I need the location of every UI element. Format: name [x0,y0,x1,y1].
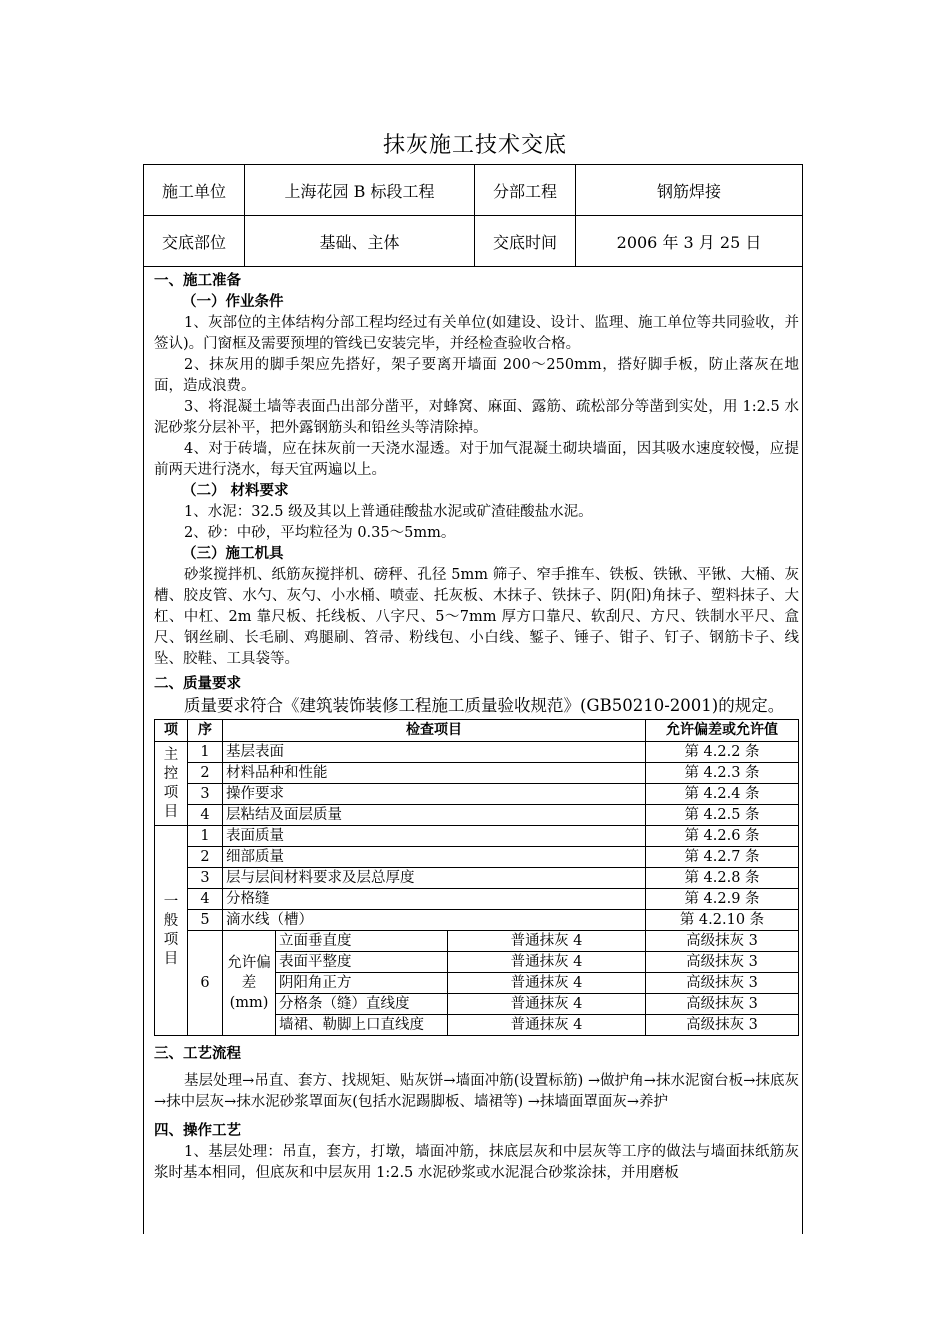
dev-item: 立面垂直度 [276,931,448,952]
row-item: 层与层间材料要求及层总厚度 [223,868,646,889]
row-item: 材料品种和性能 [223,763,646,784]
dev-high: 高级抹灰 3 [646,973,799,994]
section-2-heading: 二、质量要求 [154,676,241,692]
col-header: 项 [155,720,188,742]
col-header: 序 [188,720,223,742]
paragraph: 1、基层处理：吊直，套方，打墩，墙面冲筋，抹底层灰和中层灰等工序的做法与墙面抹纸筋灰浆时基本相同，但底灰和中层灰用 1:2.5 水泥砂浆或水泥混合砂浆涂抹，并用磨板 [154,1144,799,1181]
subproject-value: 钢筋焊接 [576,165,803,216]
header-table [143,164,803,267]
row-no: 4 [188,889,223,910]
dev-item: 墙裙、勒脚上口直线度 [276,1015,448,1036]
page-title: 抹灰施工技术交底 [382,133,567,158]
paragraph: 2、砂：中砂，平均粒径为 0.35～5mm。 [184,525,456,541]
tools-heading: （三）施工机具 [182,546,284,562]
row-no: 2 [188,847,223,868]
section-3-heading: 三、工艺流程 [154,1046,241,1062]
main-control-label: 主控项目 [155,742,188,826]
row-no: 1 [188,742,223,763]
row-item: 表面质量 [223,826,646,847]
unit-label: 施工单位 [144,165,245,216]
row-value: 第 4.2.7 条 [646,847,799,868]
part-value: 基础、主体 [245,216,475,267]
row-no: 3 [188,784,223,805]
dev-item: 阴阳角正方 [276,973,448,994]
row-value: 第 4.2.10 条 [646,910,799,931]
row-value: 第 4.2.2 条 [646,742,799,763]
row-value: 第 4.2.3 条 [646,763,799,784]
deviation-label: 允许偏差(mm) [223,931,276,1036]
dev-high: 高级抹灰 3 [646,931,799,952]
dev-normal: 普通抹灰 4 [448,994,646,1015]
row-item: 细部质量 [223,847,646,868]
row-item: 操作要求 [223,784,646,805]
row-no: 4 [188,805,223,826]
paragraph: 质量要求符合《建筑装饰装修工程施工质量验收规范》(GB50210-2001)的规定。 [184,696,785,715]
row-value: 第 4.2.8 条 [646,868,799,889]
row-no: 5 [188,910,223,931]
row-value: 第 4.2.6 条 [646,826,799,847]
dev-high: 高级抹灰 3 [646,994,799,1015]
row-no: 3 [188,868,223,889]
dev-normal: 普通抹灰 4 [448,973,646,994]
paragraph: 基层处理→吊直、套方、找规矩、贴灰饼→墙面冲筋(设置标筋) →做护角→抹水泥窗台板→抹底灰→抹中层灰→抹水泥砂浆罩面灰(包括水泥踢脚板、墙裙等) →抹墙面罩面灰→养护 [154,1073,799,1110]
time-label: 交底时间 [475,216,576,267]
dev-normal: 普通抹灰 4 [448,952,646,973]
paragraph: 2、抹灰用的脚手架应先搭好，架子要离开墙面 200～250mm，搭好脚手板，防止落灰在地面，造成浪费。 [154,357,799,394]
row-value: 第 4.2.4 条 [646,784,799,805]
paragraph: 砂浆搅拌机、纸筋灰搅拌机、磅秤、孔径 5mm 筛子、窄手推车、铁板、铁锹、平锹、大桶、灰槽、胶皮管、水勺、灰勺、小水桶、喷壶、托灰板、木抹子、铁抹子、阴(阳)角抹子、塑料抹子、大杠、中杠、2m 靠尺板、托线板、八字尺、5～7mm 厚方口靠尺、软刮尺、方尺、铁制水平尺、盒尺、钢丝刷、长毛刷、鸡腿刷、笤帚、粉线包、小白线、錾子、锤子、钳子、钉子、钢筋卡子、线坠、胶鞋、工具袋等。 [154,567,799,667]
row-no: 1 [188,826,223,847]
document-frame [143,164,803,1234]
section-1-heading: 一、施工准备 [154,273,241,289]
dev-high: 高级抹灰 3 [646,1015,799,1036]
row-value: 第 4.2.5 条 [646,805,799,826]
row-no: 6 [188,931,223,1036]
section-4-heading: 四、操作工艺 [154,1123,241,1139]
quality-table [154,719,799,1036]
time-value: 2006 年 3 月 25 日 [576,216,803,267]
row-item: 分格缝 [223,889,646,910]
col-header: 允许偏差或允许值 [646,720,799,742]
dev-normal: 普通抹灰 4 [448,1015,646,1036]
row-no: 2 [188,763,223,784]
row-item: 层粘结及面层质量 [223,805,646,826]
paragraph: 3、将混凝土墙等表面凸出部分凿平，对蜂窝、麻面、露筋、疏松部分等凿到实处，用 1:2.5 水泥砂浆分层补平，把外露钢筋头和铅丝头等清除掉。 [154,399,799,436]
row-item: 基层表面 [223,742,646,763]
paragraph: 1、水泥：32.5 级及其以上普通硅酸盐水泥或矿渣硅酸盐水泥。 [184,504,593,520]
general-items-label: 一般项目 [155,826,188,1036]
paragraph: 1、灰部位的主体结构分部工程均经过有关单位(如建设、设计、监理、施工单位等共同验收，并签认)。门窗框及需要预埋的管线已安装完毕，并经检查验收合格。 [154,315,799,352]
materials-heading: （二） 材料要求 [182,483,289,499]
dev-item: 表面平整度 [276,952,448,973]
dev-high: 高级抹灰 3 [646,952,799,973]
unit-value: 上海花园 B 标段工程 [245,165,475,216]
dev-normal: 普通抹灰 4 [448,931,646,952]
content-body [154,271,799,1184]
dev-item: 分格条（缝）直线度 [276,994,448,1015]
paragraph: 4、对于砖墙，应在抹灰前一天浇水湿透。对于加气混凝土砌块墙面，因其吸水速度较慢，应提前两天进行浇水，每天宜两遍以上。 [154,441,799,478]
row-value: 第 4.2.9 条 [646,889,799,910]
col-header: 检查项目 [223,720,646,742]
part-label: 交底部位 [144,216,245,267]
row-item: 滴水线（槽） [223,910,646,931]
subproject-label: 分部工程 [475,165,576,216]
work-conditions-heading: （一）作业条件 [182,294,284,310]
